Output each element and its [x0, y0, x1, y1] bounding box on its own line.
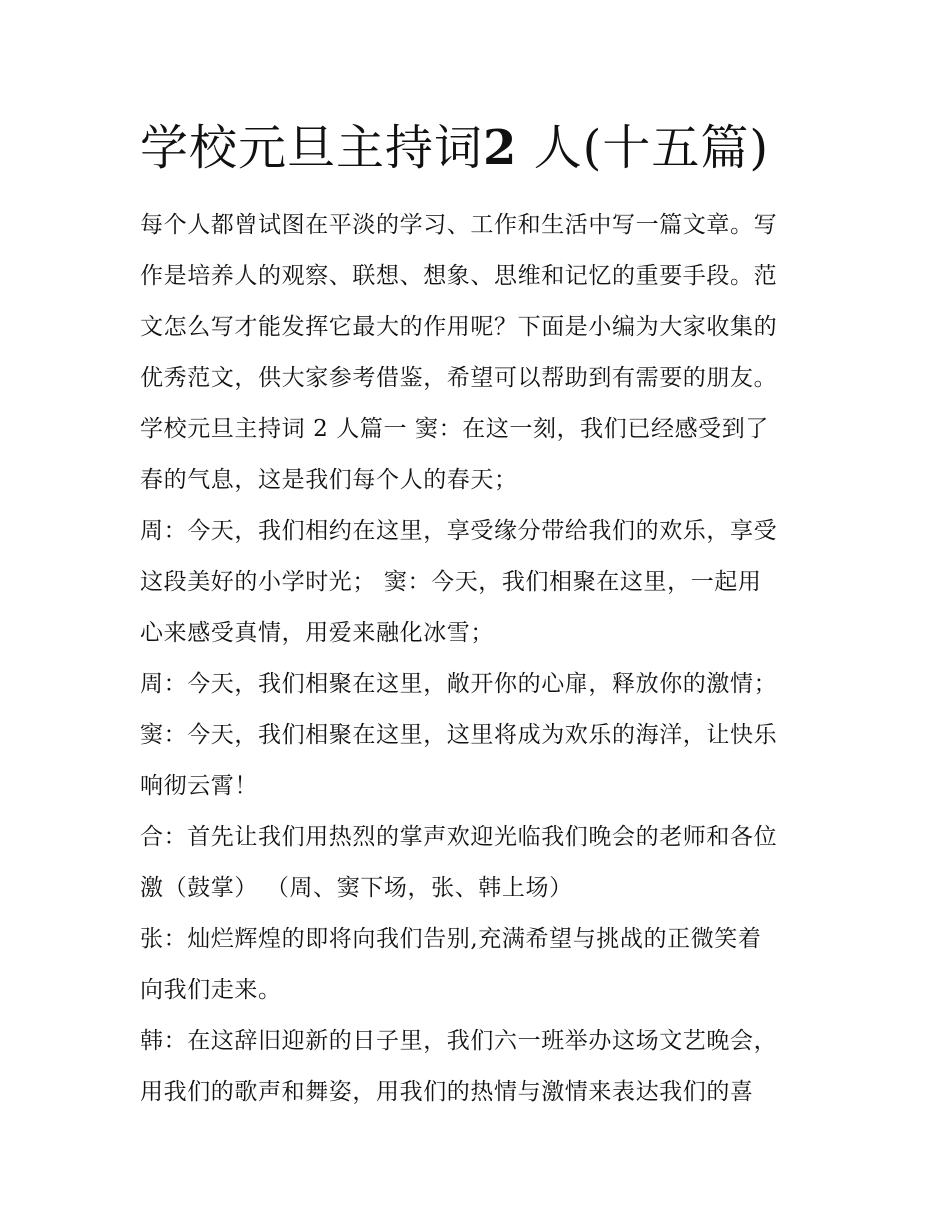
text-line: 春的气息，这是我们每个人的春天； — [140, 467, 518, 493]
text-line: 学校元旦主持词 2 人篇一 窦：在这一刻，我们已经感受到了 — [140, 416, 769, 442]
text-line: 作是培养人的观察、联想、想象、思维和记忆的重要手段。范 — [140, 263, 778, 289]
title-prefix: 学校元旦主持词 — [140, 120, 484, 176]
text-line: 韩：在这辞旧迎新的日子里，我们六一班举办这场文艺晚会， — [140, 1028, 778, 1054]
text-line: 激（鼓掌） （周、窦下场，张、韩上场） — [140, 875, 573, 901]
text-line: 这段美好的小学时光； 窦：今天，我们相聚在这里，一起用 — [140, 569, 762, 595]
text-line: 用我们的歌声和舞姿，用我们的热情与激情来表达我们的喜 — [140, 1079, 754, 1105]
text-line: 张：灿烂辉煌的即将向我们告别,充满希望与挑战的正微笑着 — [140, 926, 762, 952]
title-suffix: 人(十五篇) — [517, 120, 770, 176]
text-line: 文怎么写才能发挥它最大的作用呢？下面是小编为大家收集的 — [140, 314, 778, 340]
text-line: 周：今天，我们相聚在这里，敞开你的心扉，释放你的激情； — [140, 671, 778, 697]
text-line: 响彻云霄！ — [140, 773, 258, 799]
title-number: 2 — [483, 120, 518, 176]
text-line: 向我们走来。 — [140, 977, 282, 1003]
text-line: 心来感受真情，用爱来融化冰雪； — [140, 620, 494, 646]
text-line: 每个人都曾试图在平淡的学习、工作和生活中写一篇文章。写 — [140, 212, 778, 238]
text-line: 窦：今天，我们相聚在这里，这里将成为欢乐的海洋，让快乐 — [140, 722, 778, 748]
text-line: 周：今天，我们相约在这里，享受缘分带给我们的欢乐，享受 — [140, 518, 778, 544]
document-body — [140, 200, 820, 1118]
document-title — [140, 112, 769, 184]
text-line: 合：首先让我们用热烈的掌声欢迎光临我们晚会的老师和各位 — [140, 824, 778, 850]
text-line: 优秀范文，供大家参考借鉴，希望可以帮助到有需要的朋友。 — [140, 365, 778, 391]
